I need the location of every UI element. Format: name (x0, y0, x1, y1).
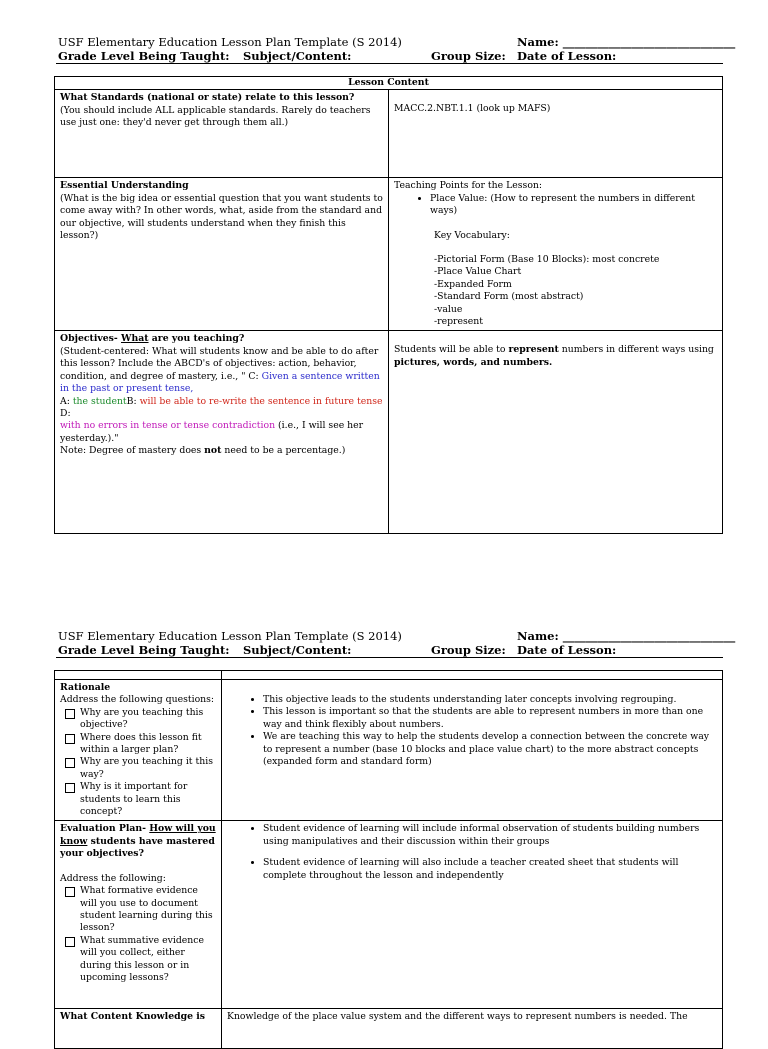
objectives-desc: (Student-centered: What will students know and be able to do after this lesson? Include the ABCD's of objectives: action, behavior, condition, and degree of mastery, i.e., " C: (60, 345, 379, 382)
list-item: • This lesson is important so that the students are able to represent numbers in more than one way and think flexibly about numbers. (263, 706, 718, 731)
essential-title: Essential Understanding (60, 180, 189, 192)
list-item: -Expanded Form (434, 278, 512, 290)
list-item: Why is it important for students to learn this concept? (64, 781, 217, 818)
blank-cell (222, 671, 723, 680)
list-item: What formative evidence will you use to document student learning during this lesson? (64, 885, 217, 935)
evaluation-label-cell (55, 821, 222, 1009)
objective-statement-mid: numbers in different ways using (558, 344, 714, 356)
blank-cell (55, 671, 222, 680)
essential-desc: (What is the big idea or essential question that you want students to come away with? In other words, what, aside from the standard and our objective, will students understand when they finish this lesson?) (60, 192, 383, 242)
list-item: Why are you teaching this objective? (64, 707, 217, 732)
objectives-title-rest: are you teaching? (148, 333, 245, 345)
header-rule (56, 63, 723, 64)
content-knowledge-content-cell (222, 1009, 723, 1049)
template-title: USF Elementary Education Lesson Plan Template (S 2014) (58, 35, 402, 49)
list-item: • We are teaching this way to help the students develop a connection between the concrete way to represent a number (base 10 blocks and place value chart) to the more abstract concepts (expanded form and standard form) (263, 731, 718, 768)
standards-title: What Standards (national or state) relate to this lesson? (60, 92, 355, 104)
list-item: -value (434, 303, 463, 315)
teaching-points-list (394, 193, 718, 218)
template-title: USF Elementary Education Lesson Plan Template (S 2014) (58, 629, 402, 643)
evaluation-title: Evaluation Plan- (60, 823, 150, 835)
objective-audience: the student (72, 395, 127, 407)
objectives-example: (i.e., I will see her yesterday.)." (60, 420, 364, 444)
subject-label: Subject/Content: (243, 49, 352, 63)
header-rule (56, 657, 723, 658)
evaluation-content-cell (222, 821, 723, 1009)
list-item: -Place Value Chart (434, 266, 522, 278)
standards-label-cell (55, 90, 389, 178)
evaluation-list (227, 823, 718, 848)
list-item: -represent (434, 316, 483, 328)
objectives-content-cell (389, 331, 723, 534)
essential-label-cell (55, 178, 389, 331)
grade-label: Grade Level Being Taught: (58, 643, 230, 657)
content-knowledge-label-cell (55, 1009, 222, 1049)
lesson-content-table (54, 76, 723, 534)
rationale-label-cell (55, 680, 222, 821)
key-vocabulary-label: Key Vocabulary: (434, 229, 510, 241)
list-item: Why are you teaching it this way? (64, 756, 217, 781)
objectives-title: Objectives- (60, 333, 122, 345)
evaluation-title-know: How will you know (60, 823, 216, 847)
objectives-note-rest: need to be a percentage.) (221, 445, 346, 457)
essential-content-cell (389, 178, 723, 331)
name-label: Name: ______________________________ (517, 35, 736, 49)
objective-d-label: D: (60, 407, 71, 419)
list-item: -Standard Form (most abstract) (434, 291, 584, 303)
list-item: • This objective leads to the students understanding later concepts involving regrouping. (263, 694, 718, 706)
objective-represent: represent (508, 344, 559, 356)
lesson-plan-table (54, 670, 723, 1049)
objective-condition: Given a sentence written in the past or present tense, (60, 370, 380, 395)
list-item: • Student evidence of learning will also include a teacher created sheet that students will complete throughout the lesson and independently (263, 857, 718, 882)
list-item: • Place Value: (How to represent the numbers in different ways) (430, 193, 718, 218)
grade-label: Grade Level Being Taught: (58, 49, 230, 63)
date-label: Date of Lesson: (517, 49, 617, 63)
rationale-title: Rationale (60, 682, 111, 693)
objectives-note: Note: Degree of mastery does (60, 445, 205, 457)
list-item: What summative evidence will you collect, either during this lesson or in upcoming lessons? (64, 935, 217, 985)
objective-b-label: B: (126, 395, 140, 407)
evaluation-intro: Address the following: (60, 872, 166, 884)
objective-statement: Students will be able to (394, 344, 509, 356)
name-label: Name: ______________________________ (517, 629, 736, 643)
objectives-note-not: not (204, 445, 222, 457)
group-size-label: Group Size: (431, 643, 506, 657)
content-knowledge-text: Knowledge of the place value system and the different ways to represent numbers is needed. The (227, 1011, 688, 1023)
standards-desc: (You should include ALL applicable standards. Rarely do teachers use just one: they'd never get through them all.) (60, 104, 371, 129)
objective-a-label: A: (60, 395, 73, 407)
rationale-intro: Address the following questions: (60, 694, 215, 706)
evaluation-title-rest: students have mastered your objectives? (60, 835, 215, 860)
subject-label: Subject/Content: (243, 643, 352, 657)
date-label: Date of Lesson: (517, 643, 617, 657)
list-item: • Student evidence of learning will include informal observation of students building numbers using manipulatives and their discussion within their groups (263, 823, 718, 848)
standards-content: MACC.2.NBT.1.1 (look up MAFS) (394, 103, 551, 115)
evaluation-list-2 (227, 857, 718, 882)
page2-header (58, 629, 736, 657)
group-size-label: Group Size: (431, 49, 506, 63)
list-item: -Pictorial Form (Base 10 Blocks): most concrete (434, 254, 660, 266)
teaching-points-label: Teaching Points for the Lesson: (394, 180, 543, 192)
standards-content-cell (389, 90, 723, 178)
content-knowledge-title: What Content Knowledge is (60, 1011, 206, 1023)
list-item: Where does this lesson fit within a larger plan? (64, 732, 217, 757)
objectives-title-what: What (121, 333, 149, 345)
table-caption: Lesson Content (55, 77, 723, 90)
objective-forms: pictures, words, and numbers. (394, 356, 553, 368)
rationale-content-cell (222, 680, 723, 821)
objectives-label-cell (55, 331, 389, 534)
objective-degree: with no errors in tense or tense contradiction (60, 420, 276, 432)
page1-header (58, 35, 736, 63)
evaluation-questions (60, 885, 217, 984)
objective-behavior: will be able to re-write the sentence in future tense (139, 395, 383, 407)
rationale-questions (60, 707, 217, 819)
rationale-list (227, 694, 718, 768)
